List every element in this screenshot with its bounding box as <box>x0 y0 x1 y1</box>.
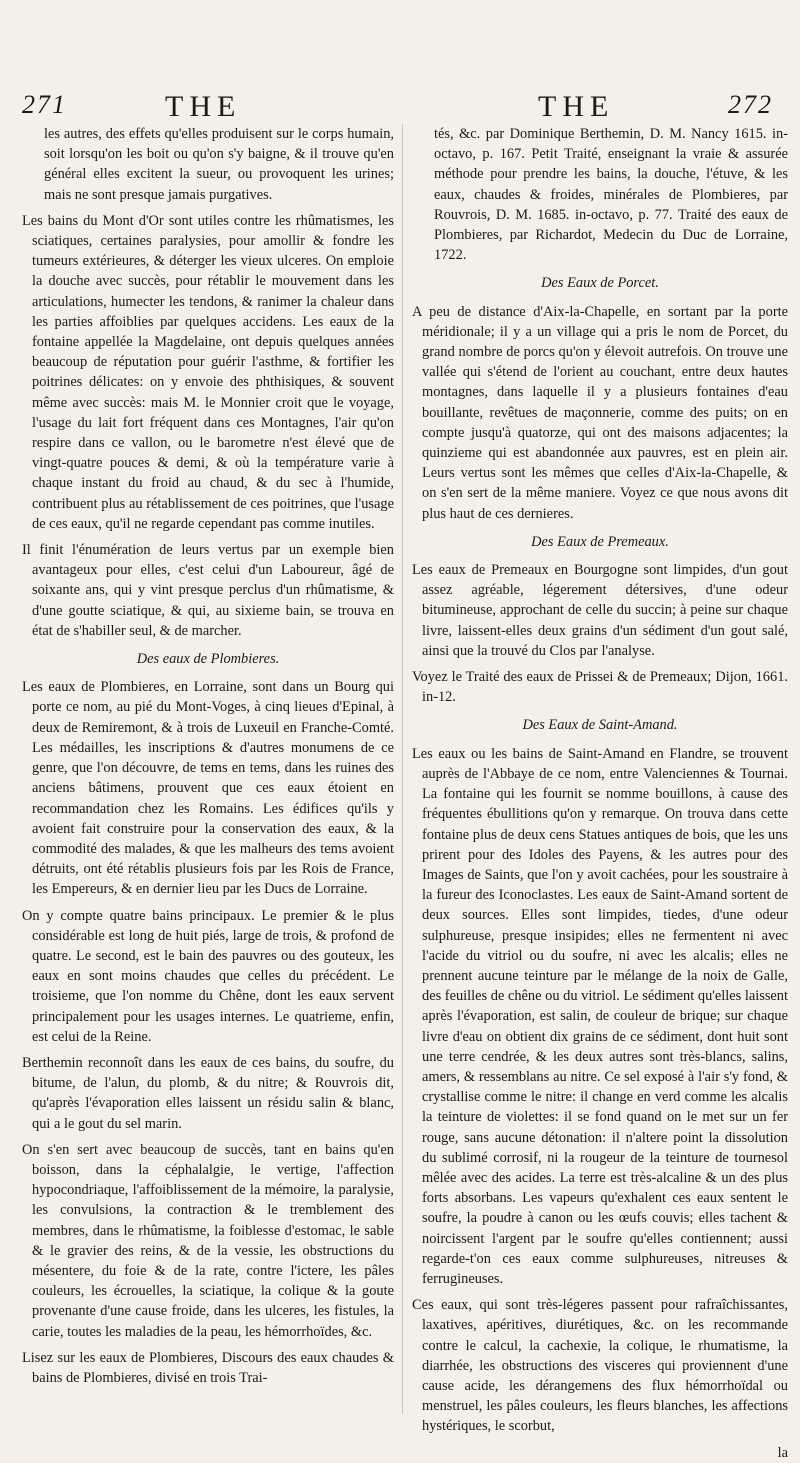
section-heading: Des eaux de Plombieres. <box>136 651 280 668</box>
paragraph: tés, &c. par Dominique Berthemin, D. M. Nancy 1615. in-octavo, p. 167. Petit Traité, enseignant la vraie & assurée méthode pour prendre les bains, la douche, l'étuve, & les eaux, chaudes & froides, minérales de Plombieres, par Rouvrois, D. M. 1685. in-octavo, p. 77. Traité des eaux de Plombieres, par Richardot, Medecin du Duc de Lorraine, 1722. <box>434 126 788 264</box>
right-running-title: THE <box>538 90 615 123</box>
catchword: la <box>777 1444 788 1461</box>
paragraph: les autres, des effets qu'elles produisent sur le corps humain, soit lorsqu'on les boit ou qu'on s'y baigne, & il trouve qu'en général elles excitent la sueur, ou provoquent les urines; mais ne sont presque jamais purgatives. <box>44 126 394 203</box>
paragraph: Voyez le Traité des eaux de Prissei & de Premeaux; Dijon, 1661. in-12. <box>412 669 788 706</box>
right-column <box>412 124 788 1463</box>
paragraph: Les eaux de Premeaux en Bourgogne sont limpides, d'un gout assez agréable, légerement détersives, d'une odeur bitumineuse, approchant de celle du succin; à peine sur chaque livre, laissent-elles deux grains d'un sédiment d'un gout salé, ainsi que la trouvé du Clos par l'analyse. <box>412 562 788 659</box>
paragraph: Ces eaux, qui sont très-légeres passent pour rafraîchissantes, laxatives, apéritives, diurétiques, &c. on les recommande contre le calcul, la cachexie, la colique, le rhumatisme, la diarrhée, les obstructions des visceres qui proviennent d'une cause acide, les dérangemens des flux hémorrhoïdal ou menstruel, les pâles couleurs, les fleurs blanches, les affections hystériques, le scorbut, <box>412 1297 788 1435</box>
paragraph: On y compte quatre bains principaux. Le premier & le plus considérable est long de huit piés, large de trois, & profond de quatre. Le second, est le bain des pauvres ou des gouteux, les eaux en sont moins chaudes que celles du précédent. Le troisieme, que l'on nomme du Chêne, dont les eaux servent principalement pour les usages internes. Le quatrieme, enfin, est celui de la Reine. <box>22 907 394 1045</box>
paragraph: Il finit l'énumération de leurs vertus par un exemple bien avantageux pour elles, c'est celui d'un Laboureur, âgé de soixante ans, qui y vint presque perclus d'un rhûmatisme, & d'une goutte sciatique, & qui, au sixieme bain, se trouva en état de s'habiller seul, & de marcher. <box>22 542 394 639</box>
left-running-title: THE <box>165 90 242 123</box>
paragraph: Les eaux ou les bains de Saint-Amand en Flandre, se trouvent auprès de l'Abbaye de ce nom, entre Valenciennes & Tournai. La fontaine qui les fournit se nomme bouillons, à cause des fréquentes ébullitions qu'on y remarque. On trouva dans cette fontaine plus de deux cens Statues antiques de bois, que les uns prirent pour des Idoles des Payens, & les autres pour des Images de Saints, que l'on y avoit cachées, pour les soustraire à la fureur des Iconoclastes. Les eaux de Saint-Amand sortent de deux sources. Elles sont limpides, tiedes, d'une odeur sulphureuse, presque insipides; elles ne fermentent ni avec l'acide du vitriol ou du soufre, ni avec les alcalis; elles ne prennent aucune teinture par le mélange de la noix de Galle, des feuilles de chêne ou du vitriol. Le sédiment qu'elles laissent après l'évaporation, est salin, de couleur de brique; sur chaque livre d'eau on obtient dix grains de ce sédiment, dont huit sont une terre cendrée, & les deux autres sont très-blancs, salins, amers, & ressemblans au nitre. Ce sel exposé à l'air s'y fond, & crystallise comme le nitre: il change en verd comme les alcalis la teinture de violettes: il se fond quand on le met sur un fer rouge, sans aucune détonation: il n'altere point la dissolution du sublimé corrosif, ni la rougeur de la teinture de tournesol mêlée avec des acides. La terre est très-alcaline & un des plus forts absorbans. Les vapeurs qu'exhalent ces eaux sentent le soufre, la poudre à canon ou les œufs couvis; elles tachent & noircissent l'argent par le soufre qu'elles contiennent; aussi regarde-t'on ces eaux comme sulphureuses, nitreuses & ferrugineuses. <box>412 745 788 1287</box>
paragraph: A peu de distance d'Aix-la-Chapelle, en sortant par la porte méridionale; il y a un village qui a pris le nom de Porcet, du grand nombre de porcs qu'on y élevoit autrefois. On trouve une vallée qui s'étend de l'orient au couchant, entre deux hautes montagnes, dans laquelle il y a plusieurs fontaines d'eau bouillante, revêtues de maçonnerie, comme des puits; on en compte jusqu'à quatorze, qui ont des maisons adjacentes; la quinzieme qui est abandonnée aux pauvres, est en plein air. Leurs vertus sont les mêmes que celles d'Aix-la-Chapelle, & on s'en sert de la même maniere. Voyez ce que nous avons dit plus haut de ces dernieres. <box>412 303 788 522</box>
paragraph: Berthemin reconnoît dans les eaux de ces bains, du soufre, du bitume, de l'alun, du plomb, & du nitre; & Rouvrois dit, qu'après l'évaporation elles laissent un résidu salin & blanc, qui a le gout du sel marin. <box>22 1054 394 1132</box>
paragraph: Les eaux de Plombieres, en Lorraine, sont dans un Bourg qui porte ce nom, au pié du Mont-Voges, à cinq lieues d'Epinal, à deux de Remiremont, & à trois de Luxeuil en Franche-Comté. Les médailles, les inscriptions & d'autres monumens de ce genre, que l'on découvre, de tems en tems, dans les ruines des anciens bâtimens, prouvent que ces eaux étoient en recommandation chez les Romains. Les édifices qu'ils y avoient fait construire pour la conservation des eaux, & la commodité des malades, & que les malheurs des tems avoient détruits, ont été rétablis plusieurs fois par les Rois de France, les Empereurs, & en dernier lieu par les Ducs de Lorraine. <box>22 679 394 898</box>
paragraph: Lisez sur les eaux de Plombieres, Discours des eaux chaudes & bains de Plombieres, divisé en trois Trai- <box>22 1349 394 1386</box>
paragraph: On s'en sert avec beaucoup de succès, tant en bains qu'en boisson, dans la céphalalgie, le vertige, l'affection hypocondriaque, l'affoiblissement de la mémoire, la paralysie, les convulsions, la contraction & le tremblement des membres, dans le rhûmatisme, la foiblesse d'estomac, le sable & le gravier des reins, & de la vessie, les obstructions du mésentere, du foie & de la rate, contre l'ictere, les pâles couleurs, les écrouelles, la sciatique, la colique & la goute provenante d'une cause froide, dans les ulceres, les fistules, la carie, toutes les maladies de la peau, les hémorrhoïdes, &c. <box>22 1141 394 1340</box>
right-page-number: 272 <box>728 90 773 119</box>
paragraph: Les bains du Mont d'Or sont utiles contre les rhûmatismes, les sciatiques, certaines paralysies, pour amollir & fondre les tumeurs extérieures, & déterger les vieux ulceres. On emploie la douche avec succès, pour rétablir le mouvement dans les articulations, humecter les tendons, & ranimer la chaleur dans les parties affoiblies par quelques accidens. Les eaux de la fontaine appellée la Magdelaine, ont depuis quelques années beaucoup de réputation pour guérir l'asthme, & fortifier les poitrines délicates: on y envoie des phthisiques, & souvent même avec succès: mais M. le Monnier croit que le voyage, l'usage du lait fort fréquent dans ces Montagnes, l'air qu'on respire dans ce vallon, ou le barometre n'est élevé que de vingt-quatre pouces & demi, & où la température varie à chaque instant du froid au chaud, & du sec à l'humide, contribuent plus au rétablissement de ces poitrines, que l'usage de ces eaux, qu'il ne regarde cependant pas comme inutiles. <box>22 212 394 532</box>
section-heading: Des Eaux de Porcet. <box>541 275 659 292</box>
left-page-number: 271 <box>22 90 67 119</box>
section-heading: Des Eaux de Premeaux. <box>531 533 669 550</box>
left-column <box>22 124 394 1394</box>
section-heading: Des Eaux de Saint-Amand. <box>522 717 678 734</box>
column-divider <box>402 124 403 1414</box>
